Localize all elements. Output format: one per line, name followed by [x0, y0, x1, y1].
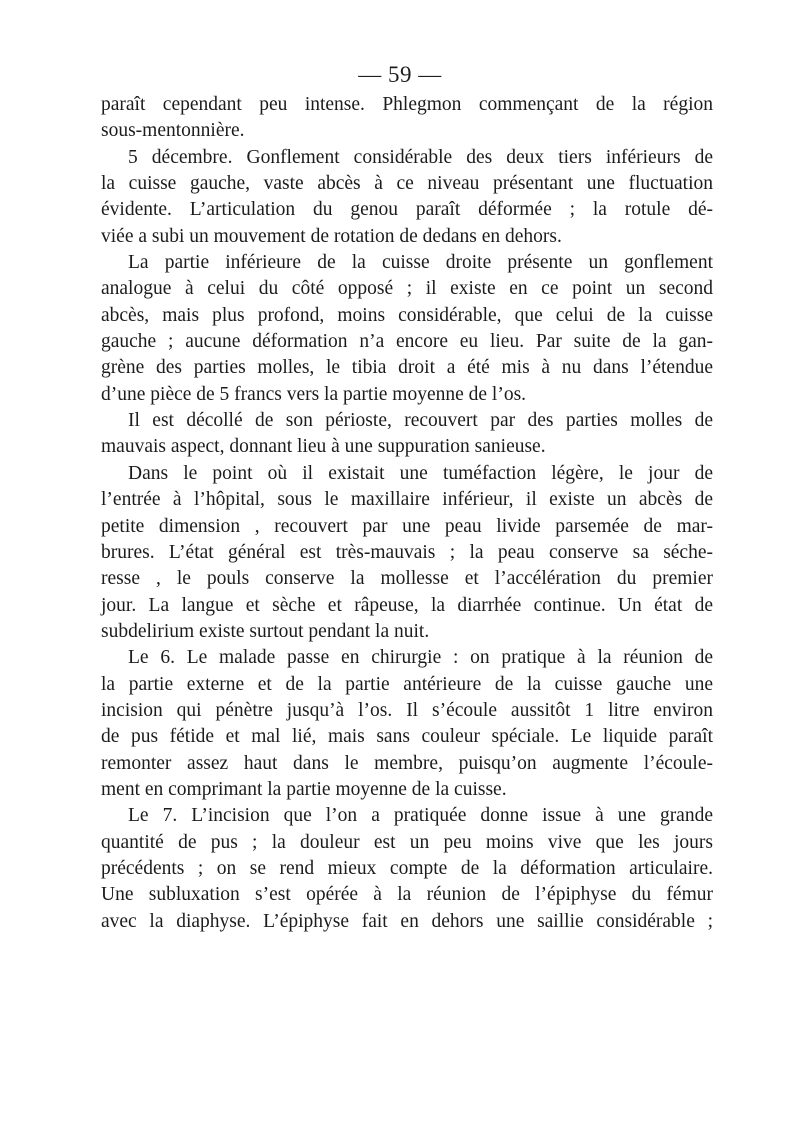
text-line: viée a subi un mouvement de rotation de dedans en dehors.	[101, 225, 562, 247]
text-line: remonter assez haut dans le membre, puisqu’on augmente l’écoule-	[101, 752, 713, 774]
text-line: La partie inférieure de la cuisse droite présente un gonflement	[128, 252, 713, 274]
text-line: subdelirium existe surtout pendant la nuit.	[101, 620, 430, 642]
body-text	[101, 92, 713, 935]
text-line: Une subluxation s’est opérée à la réunion de l’épiphyse du fémur	[101, 884, 713, 906]
text-line: l’entrée à l’hôpital, sous le maxillaire inférieur, il existe un abcès de	[101, 489, 713, 511]
text-line: resse , le pouls conserve la mollesse et l’accélération du premier	[101, 568, 713, 590]
text-line: analogue à celui du côté opposé ; il existe en ce point un second	[101, 278, 713, 300]
text-line: paraît cependant peu intense. Phlegmon commençant de la région	[101, 94, 713, 115]
text-line: Il est décollé de son périoste, recouvert par des parties molles de	[128, 410, 713, 432]
text-line: avec la diaphyse. L’épiphyse fait en dehors une saillie considérable ;	[101, 910, 713, 932]
text-line: quantité de pus ; la douleur est un peu moins vive que les jours	[101, 831, 713, 853]
text-line: mauvais aspect, donnant lieu à une suppuration sanieuse.	[101, 436, 546, 458]
text-line: 5 décembre. Gonflement considérable des deux tiers inférieurs de	[128, 146, 713, 168]
text-line: sous-mentonnière.	[101, 120, 245, 142]
text-line: d’une pièce de 5 francs vers la partie moyenne de l’os.	[101, 383, 527, 405]
text-line: Le 7. L’incision que l’on a pratiquée donne issue à une grande	[128, 805, 713, 827]
text-line: jour. La langue et sèche et râpeuse, la diarrhée continue. Un état de	[101, 594, 713, 616]
text-line: la cuisse gauche, vaste abcès à ce niveau présentant une fluctuation	[101, 173, 713, 195]
text-line: Dans le point où il existait une tuméfaction légère, le jour de	[128, 462, 713, 484]
text-line: précédents ; on se rend mieux compte de la déformation articulaire.	[101, 857, 713, 879]
text-line: petite dimension , recouvert par une peau livide parsemée de mar-	[101, 515, 713, 537]
text-line: grène des parties molles, le tibia droit a été mis à nu dans l’étendue	[101, 357, 713, 379]
text-line: évidente. L’articulation du genou paraît déformée ; la rotule dé-	[101, 199, 713, 221]
page-number: — 59 —	[358, 62, 442, 87]
text-line: de pus fétide et mal lié, mais sans couleur spéciale. Le liquide paraît	[101, 726, 713, 748]
text-line: gauche ; aucune déformation n’a encore eu lieu. Par suite de la gan-	[101, 331, 713, 353]
text-line: brures. L’état général est très-mauvais ; la peau conserve sa séche-	[101, 541, 713, 563]
text-line: incision qui pénètre jusqu’à l’os. Il s’écoule aussitôt 1 litre environ	[101, 699, 713, 721]
text-line: la partie externe et de la partie antérieure de la cuisse gauche une	[101, 673, 713, 695]
text-line: ment en comprimant la partie moyenne de la cuisse.	[101, 778, 507, 800]
text-line: abcès, mais plus profond, moins considérable, que celui de la cuisse	[101, 304, 713, 326]
text-line: Le 6. Le malade passe en chirurgie : on pratique à la réunion de	[128, 647, 713, 669]
